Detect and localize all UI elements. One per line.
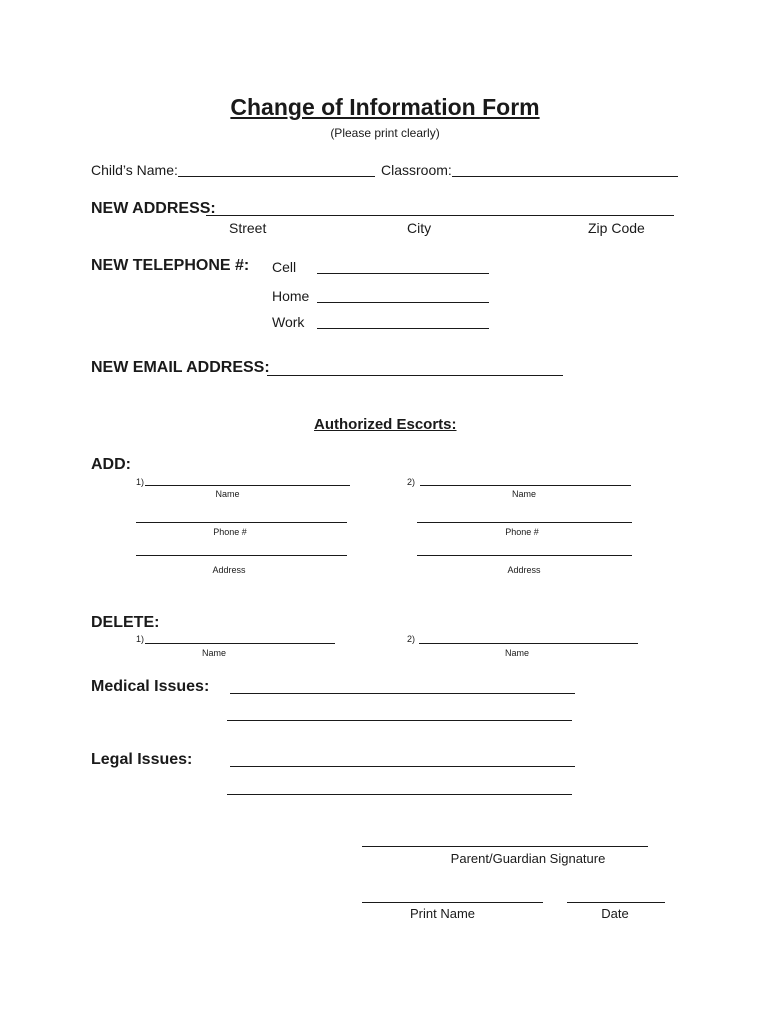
date-field[interactable] [567,902,665,903]
child-name-label: Child’s Name: [91,162,178,178]
parent-signature-field[interactable] [362,846,648,847]
classroom-field[interactable] [452,176,678,177]
cell-label: Cell [272,259,297,275]
form-title: Change of Information Form [230,94,540,120]
delete-label: DELETE: [91,614,160,631]
city-caption: City [407,220,432,236]
delete-escort-2-name-caption: Name [504,648,529,658]
legal-issues-field-1[interactable] [230,766,575,767]
add-escort-1-address-caption: Address [212,565,246,575]
print-name-caption: Print Name [409,906,476,921]
add-escort-2-number: 2) [407,477,416,487]
zip-code-caption: Zip Code [588,220,645,236]
legal-issues-label: Legal Issues: [91,751,193,768]
medical-issues-label: Medical Issues: [91,678,210,695]
home-phone-field[interactable] [317,302,489,303]
form-subtitle: (Please print clearly) [330,126,440,140]
add-escort-2-name-caption: Name [511,489,536,499]
add-escort-1-phone-caption: Phone # [213,527,247,537]
new-telephone-label: NEW TELEPHONE #: [91,257,250,274]
add-escort-1-number: 1) [136,477,145,487]
delete-escort-2-name-field[interactable] [419,643,638,644]
medical-issues-field-1[interactable] [230,693,575,694]
add-escort-2-address-caption: Address [507,565,541,575]
delete-escort-1-number: 1) [136,634,145,644]
new-address-field[interactable] [206,215,674,216]
home-label: Home [272,288,310,304]
child-name-field[interactable] [178,176,375,177]
add-escort-2-phone-field[interactable] [417,522,632,523]
new-address-label: NEW ADDRESS: [91,200,216,217]
new-email-field[interactable] [267,375,563,376]
add-escort-1-name-caption: Name [215,489,240,499]
legal-issues-field-2[interactable] [227,794,572,795]
delete-escort-2-number: 2) [407,634,416,644]
new-email-label: NEW EMAIL ADDRESS: [91,359,270,376]
add-escort-1-name-field[interactable] [145,485,350,486]
cell-phone-field[interactable] [317,273,489,274]
authorized-escorts-heading: Authorized Escorts: [314,416,457,433]
add-escort-2-address-field[interactable] [417,555,632,556]
parent-signature-caption: Parent/Guardian Signature [450,851,606,866]
add-label: ADD: [91,456,131,473]
delete-escort-1-name-caption: Name [201,648,226,658]
add-escort-2-name-field[interactable] [420,485,631,486]
work-phone-field[interactable] [317,328,489,329]
add-escort-1-phone-field[interactable] [136,522,347,523]
street-caption: Street [229,220,267,236]
delete-escort-1-name-field[interactable] [145,643,335,644]
classroom-label: Classroom: [381,162,452,178]
date-caption: Date [601,906,629,921]
work-label: Work [272,314,305,330]
add-escort-2-phone-caption: Phone # [505,527,539,537]
medical-issues-field-2[interactable] [227,720,572,721]
add-escort-1-address-field[interactable] [136,555,347,556]
print-name-field[interactable] [362,902,543,903]
